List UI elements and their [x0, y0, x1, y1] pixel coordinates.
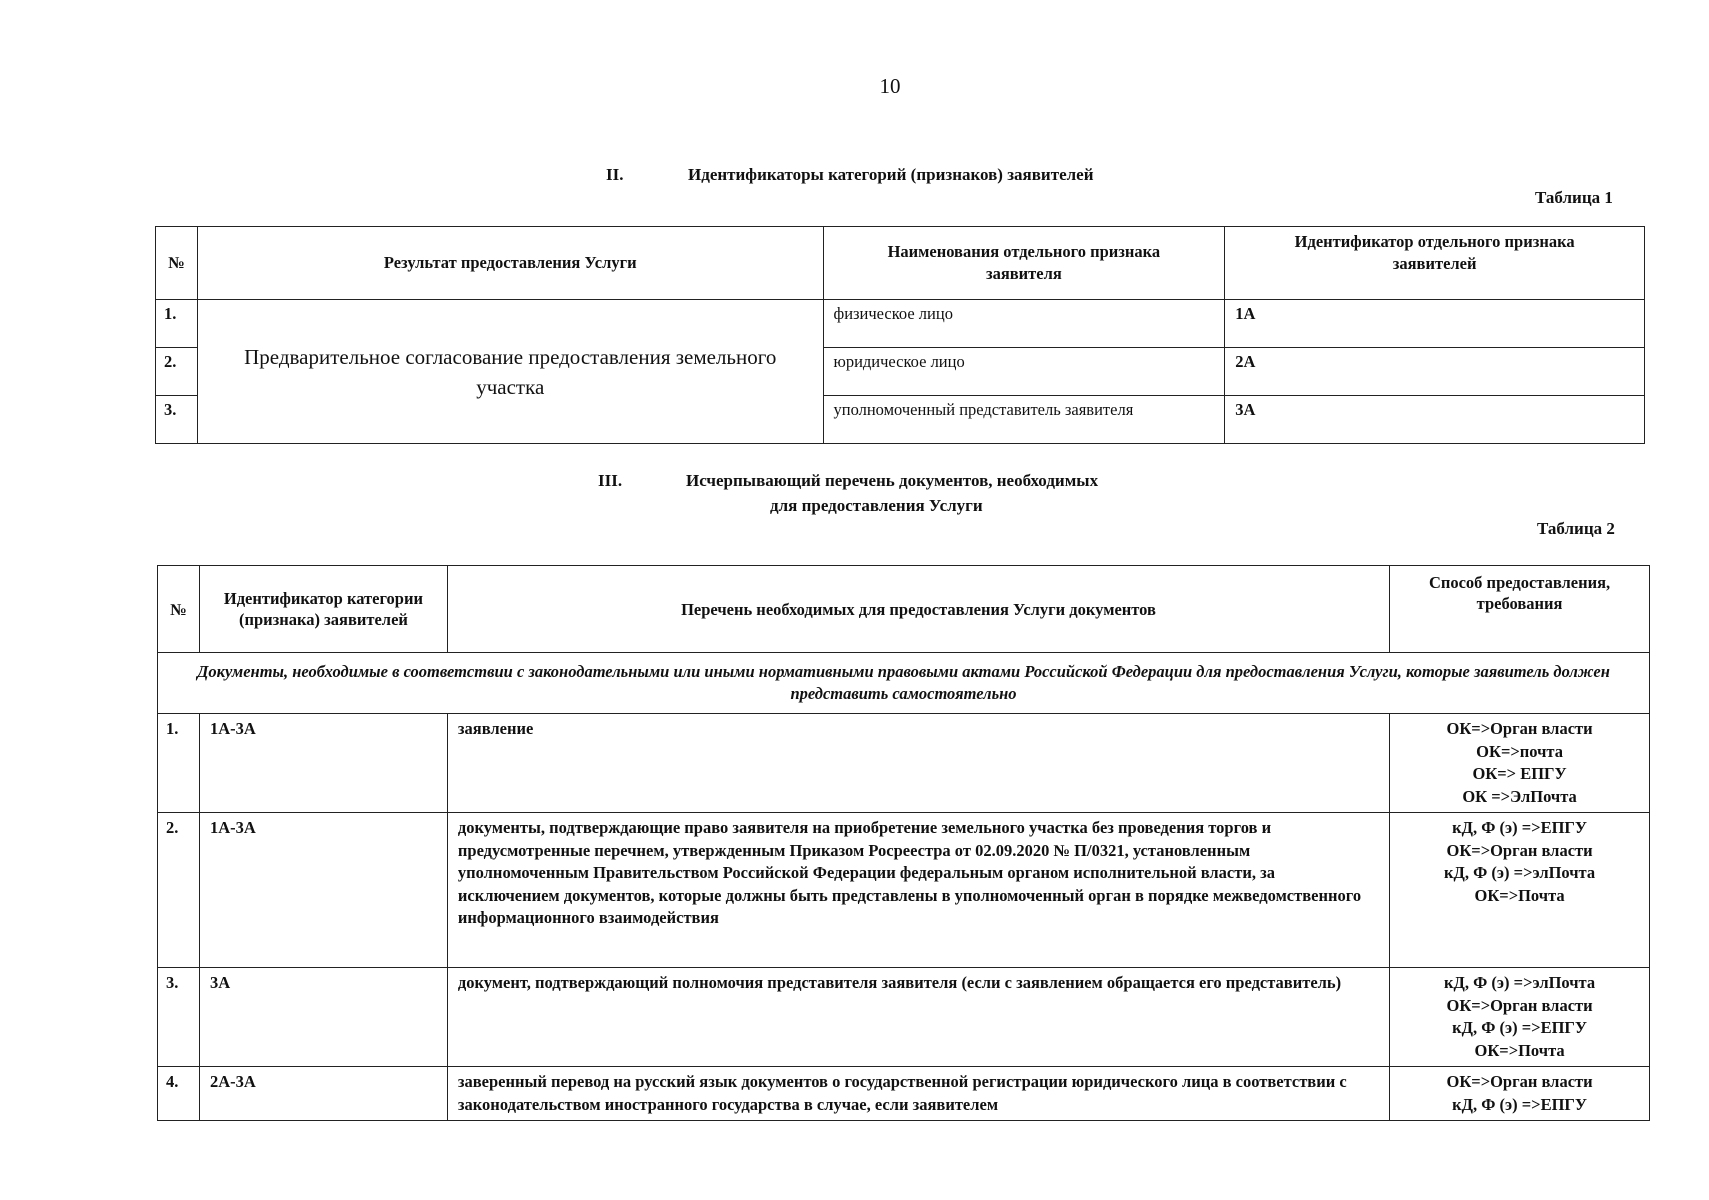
header-method: Способ предоставления, требования: [1390, 566, 1650, 653]
method-item: кД, Ф (э) =>ЕПГУ: [1452, 1094, 1588, 1114]
feature-id: 3А: [1225, 396, 1645, 444]
method-item: ОК=>Орган власти: [1446, 1072, 1593, 1091]
row-category: 2А-3А: [199, 1067, 447, 1121]
group-row: [158, 653, 1650, 714]
table-1: [155, 226, 1645, 444]
row-document: документ, подтверждающий полномочия представителя заявителя (если с заявлением обращается его представитель): [447, 968, 1389, 1067]
row-number: 2.: [158, 813, 200, 968]
group-title: Документы, необходимые в соответствии с законодательными или иными нормативными правовыми актами Российской Федерации для предоставления Услуги, которые заявитель должен представить самостоятельно: [158, 653, 1650, 714]
row-number: 2.: [156, 348, 198, 396]
method-item: ОК =>ЭлПочта: [1462, 786, 1577, 806]
method-item: ОК=>Почта: [1474, 1040, 1565, 1060]
section-3-title-line2: для предоставления Услуги: [770, 496, 983, 515]
table-2-label: Таблица 2: [1537, 519, 1615, 538]
header-feature-name: Наименования отдельного признака заявителя: [823, 227, 1225, 300]
table-2: [157, 565, 1650, 1121]
method-item: ОК=>Орган власти: [1446, 995, 1593, 1015]
row-methods: [1390, 813, 1650, 968]
header-feature-id: Идентификатор отдельного признака заявителей: [1225, 227, 1645, 300]
section-2-number: II.: [606, 165, 624, 184]
table-1-header-row: [156, 227, 1645, 300]
row-category: 1А-3А: [199, 714, 447, 813]
table-row: [156, 300, 1645, 348]
table-row: [158, 1067, 1650, 1121]
method-item: ОК=>Орган власти: [1446, 840, 1593, 860]
header-result: Результат предоставления Услуги: [197, 227, 823, 300]
row-document: заверенный перевод на русский язык документов о государственной регистрации юридического лица в соответствии с законодательством иностранного государства в случае, если заявителем: [447, 1067, 1389, 1121]
method-item: кД, Ф (э) =>элПочта: [1444, 863, 1596, 882]
row-number: 3.: [156, 396, 198, 444]
row-methods: [1390, 968, 1650, 1067]
feature-id: 1А: [1225, 300, 1645, 348]
header-documents: Перечень необходимых для предоставления Услуги документов: [447, 566, 1389, 653]
feature-name: физическое лицо: [823, 300, 1225, 348]
section-3-number: III.: [598, 471, 623, 490]
feature-name: уполномоченный представитель заявителя: [823, 396, 1225, 444]
row-number: 1.: [156, 300, 198, 348]
method-item: ОК=>Орган власти: [1446, 719, 1593, 738]
section-3-heading: [0, 471, 1709, 519]
table-2-header-row: [158, 566, 1650, 653]
header-num: №: [156, 227, 198, 300]
method-item: ОК=>Почта: [1474, 885, 1565, 905]
method-item: кД, Ф (э) =>ЕПГУ: [1452, 1018, 1588, 1037]
header-category: Идентификатор категории (признака) заявителей: [199, 566, 447, 653]
feature-name: юридическое лицо: [823, 348, 1225, 396]
method-item: ОК=> ЕПГУ: [1472, 764, 1567, 783]
result-cell: Предварительное согласование предоставления земельного участка: [197, 300, 823, 444]
table-1-label: Таблица 1: [1535, 188, 1613, 207]
section-3-title-line1: Исчерпывающий перечень документов, необходимых: [686, 471, 1099, 490]
row-category: 3А: [199, 968, 447, 1067]
table-row: [158, 714, 1650, 813]
method-item: ОК=>почта: [1476, 741, 1563, 761]
method-item: кД, Ф (э) =>ЕПГУ: [1452, 818, 1588, 837]
page-number: 10: [879, 74, 901, 98]
row-document: заявление: [447, 714, 1389, 813]
row-document: документы, подтверждающие право заявителя на приобретение земельного участка без проведения торгов и предусмотренные перечнем, утвержденным Приказом Росреестра от 02.09.2020 № П/0321, установленным уполномоченным Правительством Российской Федерации федеральным органом исполнительной власти, за исключением документов, которые должны быть представлены в уполномоченный орган в порядке межведомственного информационного взаимодействия: [447, 813, 1389, 968]
feature-id: 2А: [1225, 348, 1645, 396]
table-row: [158, 813, 1650, 968]
row-number: 1.: [158, 714, 200, 813]
row-methods: [1390, 1067, 1650, 1121]
row-methods: [1390, 714, 1650, 813]
row-number: 4.: [158, 1067, 200, 1121]
row-number: 3.: [158, 968, 200, 1067]
method-item: кД, Ф (э) =>элПочта: [1444, 973, 1596, 992]
section-2-title: Идентификаторы категорий (признаков) заявителей: [688, 165, 1094, 184]
table-row: [158, 968, 1650, 1067]
header-num: №: [158, 566, 200, 653]
section-2-heading: [0, 165, 1709, 189]
row-category: 1А-3А: [199, 813, 447, 968]
